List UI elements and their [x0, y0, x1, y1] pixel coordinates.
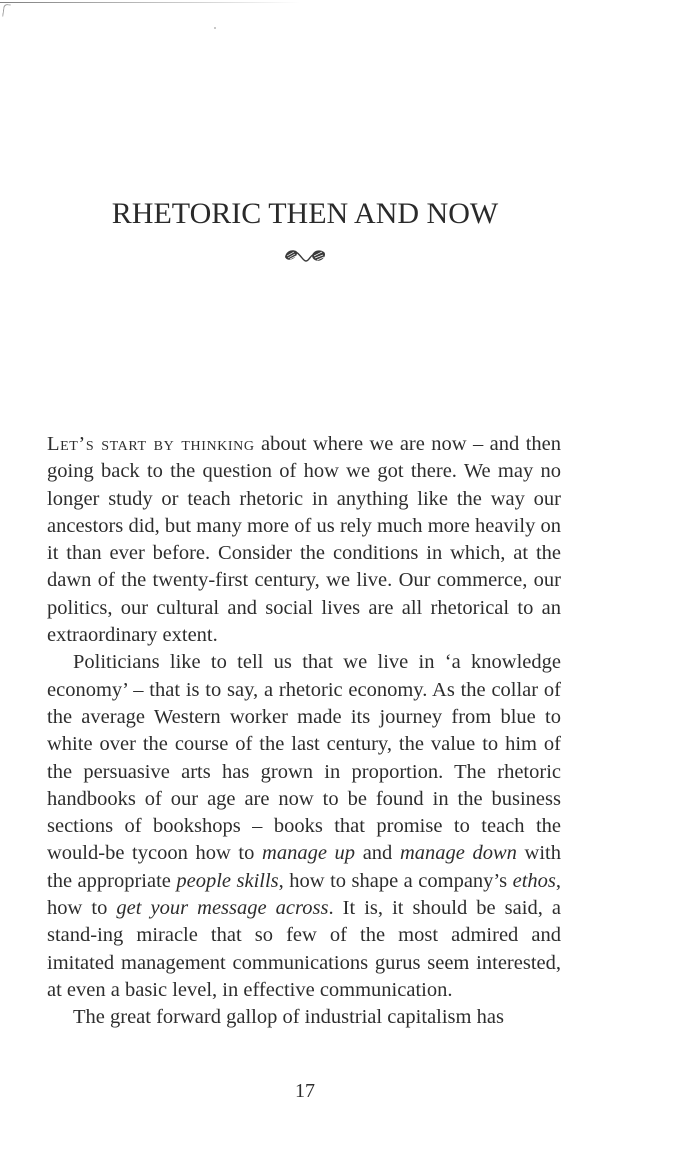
- paragraph-text: and: [355, 842, 400, 865]
- paragraph-1: [47, 431, 561, 649]
- paragraph-text: about where we are now – and then going back to the question of how we got there. We may no longer study or teach rhetoric in anything like the way our ancestors did, but many more of us rely much more heavily on it than ever before. Consider the conditions in which, at the dawn of the twenty-first century, we live. Our commerce, our politics, our cultural and social lives are all rhetorical to an extraordinary extent.: [47, 433, 561, 647]
- paragraph-text: with the appropriate: [47, 842, 561, 892]
- paragraph-text: , how to: [47, 869, 561, 920]
- scan-corner-mark: [2, 4, 11, 18]
- paragraph-text: The great forward gallop of industrial capitalism has: [73, 1006, 504, 1029]
- page-number: 17: [295, 1080, 315, 1102]
- body-text: [47, 431, 561, 1032]
- paragraph-lead-in: Let’s start by thinking: [47, 433, 255, 455]
- italic-phrase: manage up: [262, 842, 356, 865]
- scan-speck: [214, 27, 216, 29]
- paragraph-text: , how to shape a company’s: [278, 869, 513, 892]
- chapter-title: RHETORIC THEN AND NOW: [111, 197, 499, 230]
- scan-edge-line: [0, 2, 300, 3]
- italic-phrase: manage down: [399, 842, 517, 865]
- fleuron-ornament-icon: [283, 247, 327, 265]
- italic-phrase: people skills: [176, 869, 279, 892]
- paragraph-text: Politicians like to tell us that we live in ‘a knowledge economy’ – that is to say, a rhetoric economy. As the collar of the average Western worker made its journey from blue to white over the course of the last century, the value to him of the persuasive arts has grown in proportion. The rhetoric handbooks of our age are now to be found in the business sections of bookshops – books that promise to teach the would-be tycoon how to: [47, 651, 561, 865]
- italic-phrase: get your message across: [116, 897, 329, 920]
- italic-phrase: ethos: [512, 869, 556, 892]
- paragraph-2: [47, 649, 561, 1004]
- paragraph-text: . It is, it should be said, a stand-ing miracle that so few of the most admired and imitated management communications gurus seem interested, at even a basic level, in effective communication.: [47, 897, 561, 1001]
- paragraph-3: [47, 1004, 561, 1031]
